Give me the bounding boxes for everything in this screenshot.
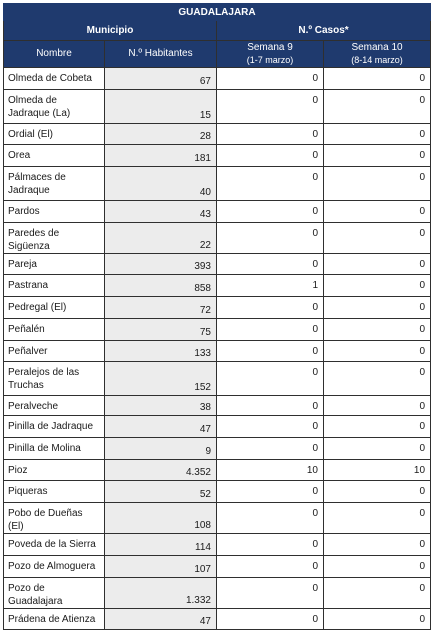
municipality-name-cell: Pálmaces de Jadraque xyxy=(4,167,105,201)
week10-cases-cell: 0 xyxy=(324,362,431,396)
population-cell: 28 xyxy=(105,124,217,145)
municipality-name-cell: Pinilla de Molina xyxy=(4,438,105,460)
population-cell: 52 xyxy=(105,481,217,503)
table-row xyxy=(4,341,431,362)
population-cell: 133 xyxy=(105,341,217,362)
week10-cases-cell: 0 xyxy=(324,167,431,201)
table-row xyxy=(4,362,431,396)
population-cell: 67 xyxy=(105,68,217,90)
week10-cases-cell: 0 xyxy=(324,438,431,460)
table-row xyxy=(4,201,431,223)
week9-cases-cell: 0 xyxy=(217,416,324,438)
casos-header: N.º Casos* xyxy=(217,21,431,41)
municipality-name-cell: Peralveche xyxy=(4,396,105,416)
population-cell: 47 xyxy=(105,609,217,630)
semana9-header xyxy=(217,41,324,68)
population-cell: 38 xyxy=(105,396,217,416)
table-row xyxy=(4,167,431,201)
semana9-label: Semana 9 xyxy=(247,42,293,53)
population-cell: 114 xyxy=(105,534,217,556)
population-cell: 15 xyxy=(105,90,217,124)
week10-cases-cell: 0 xyxy=(324,68,431,90)
table-row xyxy=(4,503,431,534)
table-row xyxy=(4,145,431,167)
municipality-name-cell: Olmeda de Jadraque (La) xyxy=(4,90,105,124)
week10-cases-cell: 0 xyxy=(324,341,431,362)
week10-cases-cell: 0 xyxy=(324,275,431,297)
table-row xyxy=(4,396,431,416)
municipality-name-cell: Peralejos de las Truchas xyxy=(4,362,105,396)
population-cell: 1.332 xyxy=(105,578,217,609)
municipality-name-cell: Pozo de Guadalajara xyxy=(4,578,105,609)
week9-cases-cell: 0 xyxy=(217,254,324,275)
week9-cases-cell: 0 xyxy=(217,341,324,362)
week10-cases-cell: 0 xyxy=(324,416,431,438)
population-cell: 47 xyxy=(105,416,217,438)
week9-cases-cell: 0 xyxy=(217,223,324,254)
nombre-header: Nombre xyxy=(4,41,105,68)
table-row xyxy=(4,556,431,578)
table-title: GUADALAJARA xyxy=(4,4,431,21)
population-cell: 107 xyxy=(105,556,217,578)
municipality-name-cell: Pinilla de Jadraque xyxy=(4,416,105,438)
week9-cases-cell: 0 xyxy=(217,556,324,578)
municipality-name-cell: Pareja xyxy=(4,254,105,275)
population-cell: 181 xyxy=(105,145,217,167)
population-cell: 108 xyxy=(105,503,217,534)
population-cell: 75 xyxy=(105,319,217,341)
week9-cases-cell: 1 xyxy=(217,275,324,297)
week9-cases-cell: 0 xyxy=(217,124,324,145)
week10-cases-cell: 0 xyxy=(324,481,431,503)
municipality-name-cell: Pozo de Almoguera xyxy=(4,556,105,578)
municipality-name-cell: Pedregal (El) xyxy=(4,297,105,319)
semana10-dates: (8-14 marzo) xyxy=(351,55,403,65)
table-row xyxy=(4,609,431,630)
week10-cases-cell: 0 xyxy=(324,201,431,223)
municipio-header: Municipio xyxy=(4,21,217,41)
population-cell: 43 xyxy=(105,201,217,223)
week10-cases-cell: 0 xyxy=(324,297,431,319)
table-row xyxy=(4,438,431,460)
week10-cases-cell: 0 xyxy=(324,223,431,254)
week10-cases-cell: 0 xyxy=(324,534,431,556)
week9-cases-cell: 0 xyxy=(217,90,324,124)
population-cell: 858 xyxy=(105,275,217,297)
week10-cases-cell: 0 xyxy=(324,124,431,145)
municipality-name-cell: Orea xyxy=(4,145,105,167)
municipality-name-cell: Piqueras xyxy=(4,481,105,503)
week9-cases-cell: 0 xyxy=(217,362,324,396)
population-cell: 22 xyxy=(105,223,217,254)
week10-cases-cell: 0 xyxy=(324,503,431,534)
week10-cases-cell: 0 xyxy=(324,556,431,578)
population-cell: 393 xyxy=(105,254,217,275)
week10-cases-cell: 0 xyxy=(324,319,431,341)
week9-cases-cell: 0 xyxy=(217,534,324,556)
week9-cases-cell: 0 xyxy=(217,68,324,90)
week10-cases-cell: 0 xyxy=(324,145,431,167)
week9-cases-cell: 0 xyxy=(217,609,324,630)
week9-cases-cell: 0 xyxy=(217,438,324,460)
week9-cases-cell: 0 xyxy=(217,297,324,319)
table-row xyxy=(4,124,431,145)
table-row xyxy=(4,275,431,297)
table-row xyxy=(4,416,431,438)
municipality-name-cell: Olmeda de Cobeta xyxy=(4,68,105,90)
table-row xyxy=(4,534,431,556)
table-row xyxy=(4,90,431,124)
municipality-name-cell: Prádena de Atienza xyxy=(4,609,105,630)
week9-cases-cell: 0 xyxy=(217,201,324,223)
municipality-name-cell: Pardos xyxy=(4,201,105,223)
week9-cases-cell: 0 xyxy=(217,481,324,503)
week10-cases-cell: 0 xyxy=(324,578,431,609)
municipality-name-cell: Ordial (El) xyxy=(4,124,105,145)
table-row xyxy=(4,254,431,275)
week10-cases-cell: 0 xyxy=(324,396,431,416)
week10-cases-cell: 0 xyxy=(324,254,431,275)
week9-cases-cell: 0 xyxy=(217,396,324,416)
table-row xyxy=(4,578,431,609)
semana9-dates: (1-7 marzo) xyxy=(246,55,294,65)
population-cell: 152 xyxy=(105,362,217,396)
population-cell: 72 xyxy=(105,297,217,319)
week10-cases-cell: 10 xyxy=(324,460,431,481)
population-cell: 4.352 xyxy=(105,460,217,481)
week9-cases-cell: 0 xyxy=(217,503,324,534)
semana10-header xyxy=(324,41,431,68)
municipality-name-cell: Peñalén xyxy=(4,319,105,341)
habitantes-header: N.º Habitantes xyxy=(105,41,217,68)
population-cell: 9 xyxy=(105,438,217,460)
week10-cases-cell: 0 xyxy=(324,609,431,630)
table-row xyxy=(4,481,431,503)
week9-cases-cell: 0 xyxy=(217,319,324,341)
municipality-name-cell: Poveda de la Sierra xyxy=(4,534,105,556)
municipality-name-cell: Paredes de Sigüenza xyxy=(4,223,105,254)
table-row xyxy=(4,223,431,254)
table-row xyxy=(4,319,431,341)
municipality-name-cell: Pobo de Dueñas (El) xyxy=(4,503,105,534)
population-cell: 40 xyxy=(105,167,217,201)
week9-cases-cell: 10 xyxy=(217,460,324,481)
week9-cases-cell: 0 xyxy=(217,167,324,201)
municipality-name-cell: Peñalver xyxy=(4,341,105,362)
table-row xyxy=(4,460,431,481)
municipality-name-cell: Pioz xyxy=(4,460,105,481)
week10-cases-cell: 0 xyxy=(324,90,431,124)
semana10-label: Semana 10 xyxy=(351,42,403,53)
week9-cases-cell: 0 xyxy=(217,578,324,609)
table-row xyxy=(4,68,431,90)
cases-table xyxy=(3,3,431,630)
municipality-name-cell: Pastrana xyxy=(4,275,105,297)
table-row xyxy=(4,297,431,319)
week9-cases-cell: 0 xyxy=(217,145,324,167)
